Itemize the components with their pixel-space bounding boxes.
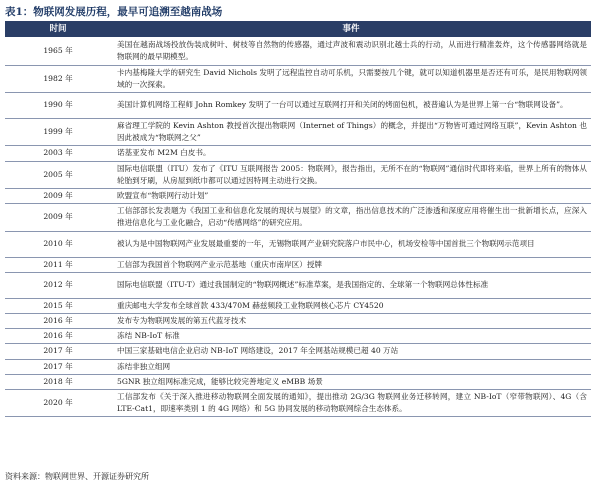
table-row [5,389,591,416]
row-event: 工信部为我国首个物联网产业示范基地（重庆市南岸区）授牌 [111,257,591,272]
source-note: 资料来源：物联网世界、开源证券研究所 [5,472,149,481]
row-year: 1999 年 [5,118,111,145]
row-event: 美国计算机网络工程师 John Romkey 发明了一台可以通过互联网打开和关闭的烤面包机，被普遍认为是世界上第一台“物联网设备”。 [111,92,591,118]
table-row [5,257,591,272]
row-year: 2017 年 [5,359,111,374]
table-row [5,37,591,65]
table-row [5,298,591,313]
row-event: 工信部部长发表题为《我国工业和信息化发展的现状与展望》的文章，指出信息技术的广泛渗透和深度应用将催生出一批新增长点，应深入推进信息化与工业化融合，启动“传感网络”的研究应用。 [111,204,591,231]
row-event: 卡内基梅隆大学的研究生 David Nichols 发明了远程监控自动可乐机，只需要按几个键，就可以知道机器里是否还有可乐，是民用物联网领域的一次探索。 [111,65,591,92]
table-row [5,65,591,92]
row-event: 美国在越南战场投放伪装成树叶、树枝等自然物的传感器，通过声波和震动识别北越士兵的行动，从而进行精准轰炸，这个传感器网络就是物联网的最早期模型。 [111,37,591,65]
table-row [5,118,591,145]
row-year: 2020 年 [5,389,111,416]
table-row [5,359,591,374]
table-row [5,92,591,118]
table-row [5,231,591,257]
header-time: 时间 [5,21,111,37]
row-year: 1990 年 [5,92,111,118]
row-year: 2012 年 [5,272,111,298]
row-year: 2016 年 [5,329,111,344]
row-event: 中国三家基础电信企业启动 NB-IoT 网络建设，2017 年全网基站规模已超 40 万站 [111,344,591,359]
table-caption: 表1：物联网发展历程，最早可追溯至越南战场 [5,6,223,18]
row-event: 国际电信联盟（ITU-T）通过我国制定的“物联网概述”标准草案，是我国指定的、全球第一个物联网总体性标准 [111,272,591,298]
row-event: 欧盟宣布“物联网行动计划” [111,188,591,203]
row-year: 2003 年 [5,146,111,161]
table-row [5,146,591,161]
table-row [5,344,591,359]
row-event: 麻省理工学院的 Kevin Ashton 教授首次提出物联网（Internet of Things）的概念，并提出“万物皆可通过网络互联”，Kevin Ashton 也因此被成为“物联网之父” [111,118,591,145]
row-event: 5GNR 独立组网标准完成，能够比较完善地定义 eMBB 场景 [111,374,591,389]
row-year: 2016 年 [5,313,111,328]
row-year: 2009 年 [5,204,111,231]
table-header-row [5,21,591,37]
row-event: 被认为是中国物联网产业发展最重要的一年，无锡物联网产业研究院落户市民中心，机场安检等中国首批三个物联网示范项目 [111,231,591,257]
table-body [5,37,591,417]
row-event: 工信部发布《关于深入推进移动物联网全面发展的通知》，提出推动 2G/3G 物联网业务迁移转网，建立 NB-IoT（窄带物联网）、4G（含 LTE-Cat1，即速率类别 1 的 4G 网络）和 5G 协同发展的移动物联网综合生态体系。 [111,389,591,416]
row-year: 2009 年 [5,188,111,203]
table-row [5,374,591,389]
header-event: 事件 [111,21,591,37]
row-event: 发布专为物联网发展的第五代蓝牙技术 [111,313,591,328]
row-year: 2015 年 [5,298,111,313]
table-row [5,204,591,231]
table-row [5,272,591,298]
row-event: 国际电信联盟（ITU）发布了《ITU 互联网报告 2005：物联网》，报告指出，无所不在的“物联网”通信时代即将来临，世界上所有的物体从轮胎到牙刷，从房屋到纸巾都可以通过因特网主动进行交换。 [111,161,591,188]
row-year: 2005 年 [5,161,111,188]
iot-history-table [5,21,591,417]
table-row [5,188,591,203]
row-year: 2011 年 [5,257,111,272]
row-year: 2017 年 [5,344,111,359]
row-event: 诺基亚发布 M2M 白皮书。 [111,146,591,161]
row-year: 1982 年 [5,65,111,92]
table-row [5,161,591,188]
row-year: 1965 年 [5,37,111,65]
row-year: 2018 年 [5,374,111,389]
row-event: 重庆邮电大学发布全球首款 433/470M 赫兹频段工业物联网核心芯片 CY4520 [111,298,591,313]
row-event: 冻结 NB-IoT 标准 [111,329,591,344]
row-year: 2010 年 [5,231,111,257]
table-row [5,329,591,344]
table-row [5,313,591,328]
row-event: 冻结非独立组网 [111,359,591,374]
